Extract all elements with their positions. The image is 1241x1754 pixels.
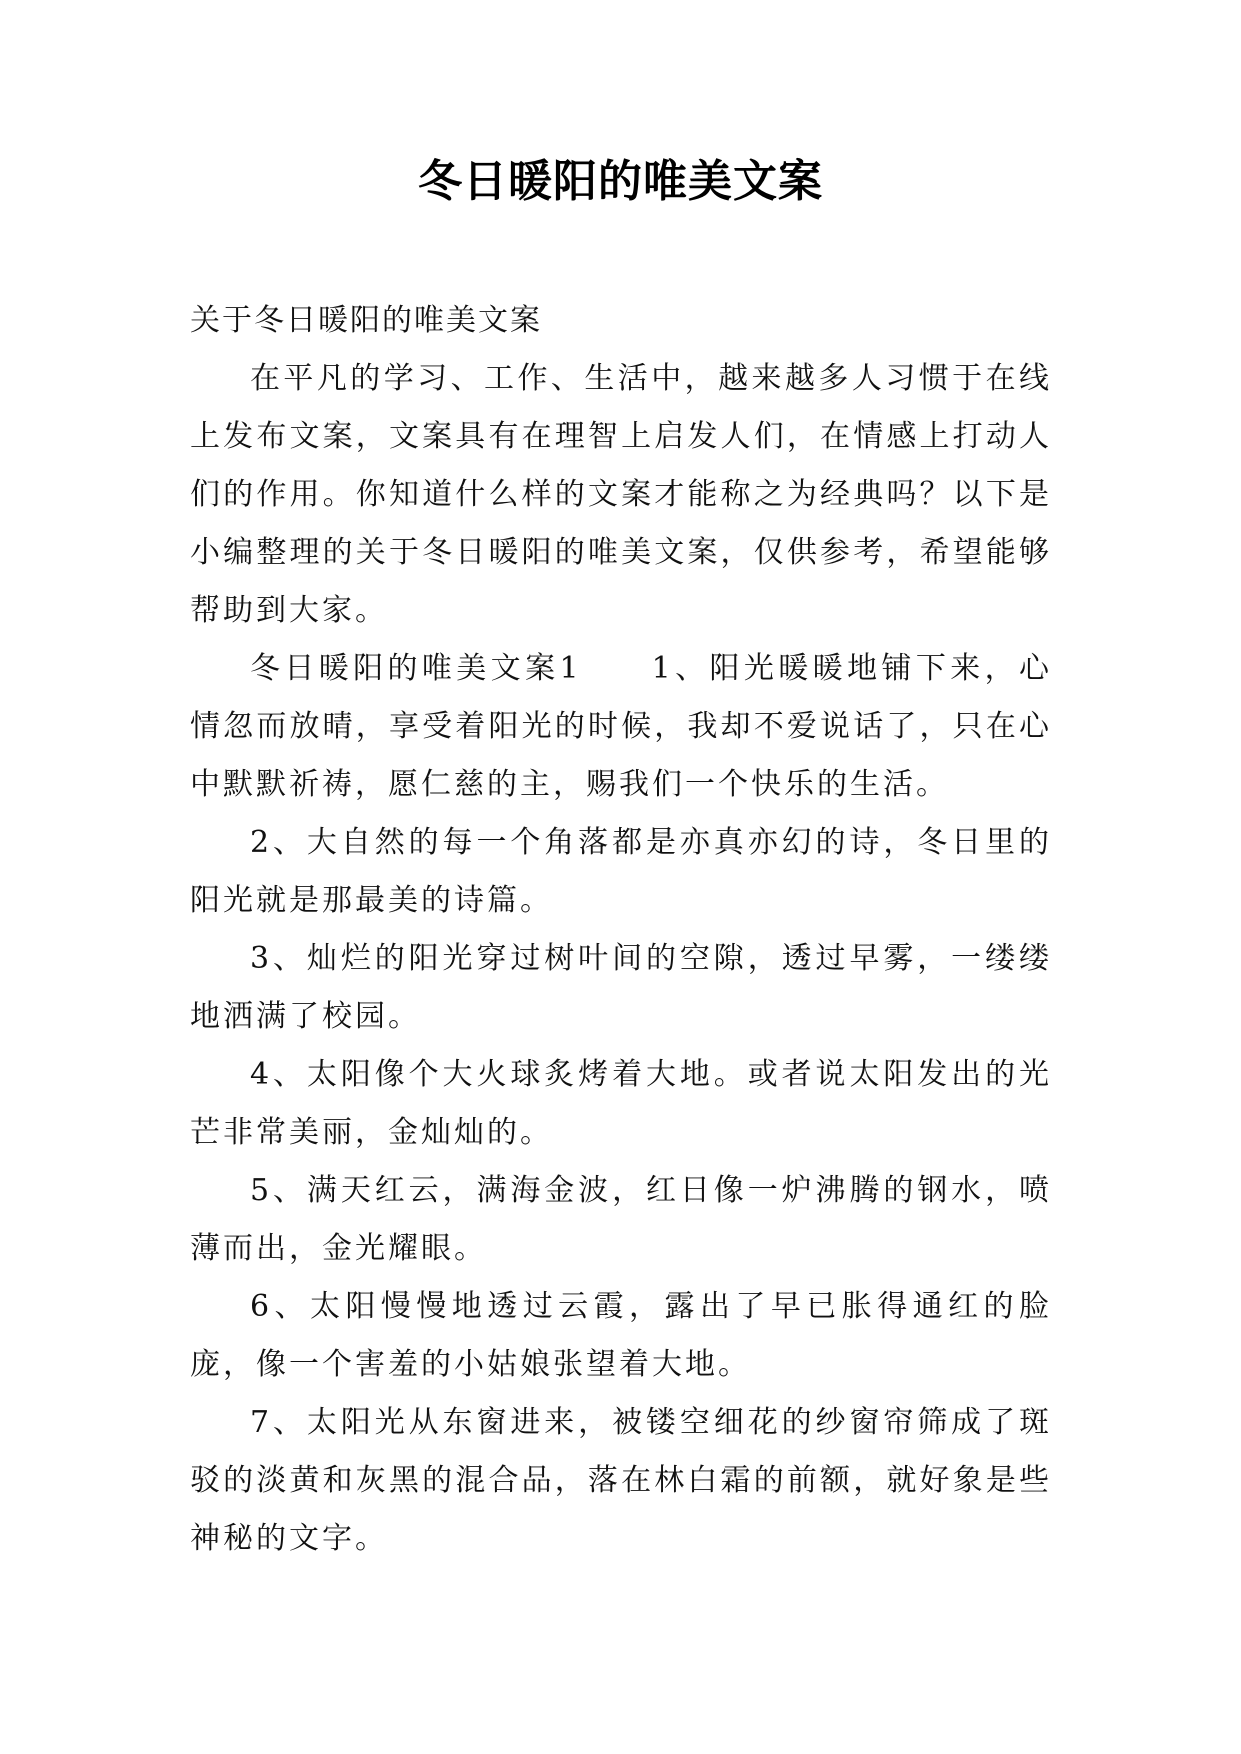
paragraph-item-5: 5、满天红云，满海金波，红日像一炉沸腾的钢水，喷薄而出，金光耀眼。 [190, 1173, 1052, 1266]
paragraph-item-7: 7、太阳光从东窗进来，被镂空细花的纱窗帘筛成了斑驳的淡黄和灰黑的混合品，落在林白霜的前额，就好象是些神秘的文字。 [190, 1405, 1052, 1556]
paragraph-item-2: 2、大自然的每一个角落都是亦真亦幻的诗，冬日里的阳光就是那最美的诗篇。 [190, 825, 1052, 918]
paragraph-intro: 在平凡的学习、工作、生活中，越来越多人习惯于在线上发布文案，文案具有在理智上启发人们，在情感上打动人们的作用。你知道什么样的文案才能称之为经典吗？以下是小编整理的关于冬日暖阳的唯美文案，仅供参考，希望能够帮助到大家。 [190, 361, 1052, 628]
document-subtitle: 关于冬日暖阳的唯美文案 [190, 303, 542, 338]
paragraph-item-1: 冬日暖阳的唯美文案1 1、阳光暖暖地铺下来，心情忽而放晴，享受着阳光的时候，我却不爱说话了，只在心中默默祈祷，愿仁慈的主，赐我们一个快乐的生活。 [190, 651, 1052, 802]
paragraph-item-3: 3、灿烂的阳光穿过树叶间的空隙，透过早雾，一缕缕地洒满了校园。 [190, 941, 1052, 1034]
paragraph-item-4: 4、太阳像个大火球炙烤着大地。或者说太阳发出的光芒非常美丽，金灿灿的。 [190, 1057, 1052, 1150]
paragraph-item-6: 6、太阳慢慢地透过云霞，露出了早已胀得通红的脸庞，像一个害羞的小姑娘张望着大地。 [190, 1289, 1052, 1382]
document-body [190, 292, 1052, 1568]
document-title: 冬日暖阳的唯美文案 [418, 156, 823, 207]
